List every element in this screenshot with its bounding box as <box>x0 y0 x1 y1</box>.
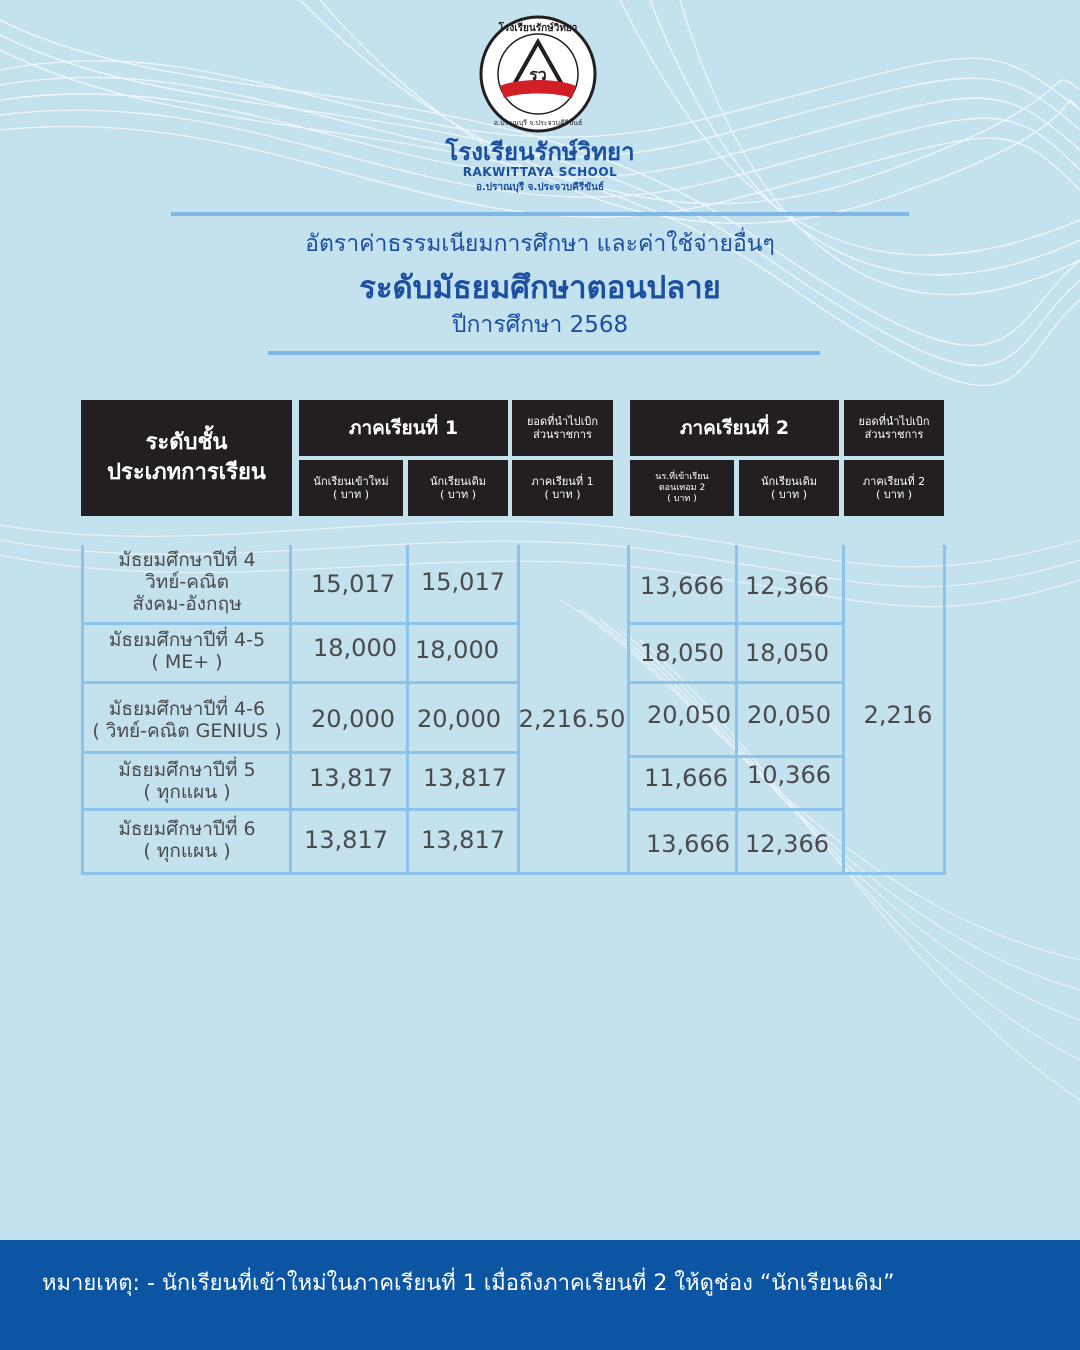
cell-m46-t1-new: 20,000 <box>311 705 395 733</box>
divider-bottom <box>268 351 820 355</box>
grid-hline <box>81 751 518 754</box>
cell-m45-t2-new: 18,050 <box>640 639 724 667</box>
school-address: อ.ปราณบุรี จ.ประจวบคีรีขันธ์ <box>475 182 605 193</box>
grid-hline <box>81 872 946 875</box>
cell-m5-t2-new: 11,666 <box>644 764 728 792</box>
cell-reimburse-term2: 2,216 <box>863 701 933 729</box>
row-label-line: มัธยมศึกษาปีที่ 4-6 <box>108 698 266 720</box>
title-year: ปีการศึกษา 2568 <box>451 312 629 338</box>
header-term2: ภาคเรียนที่ 2 <box>630 400 839 456</box>
row-label-line: ( ME+ ) <box>151 651 223 673</box>
row-label-m5 <box>84 759 290 803</box>
grid-hline <box>627 622 843 625</box>
cell-m6-t2-old: 12,366 <box>745 830 829 858</box>
header-reimburse-1-line1: ยอดที่นำไปเบิก <box>526 415 599 428</box>
header-r2-line1: ภาคเรียนที่ 2 <box>862 475 926 488</box>
row-label-m6 <box>84 818 290 862</box>
header-level-line2: ประเภทการเรียน <box>107 460 266 485</box>
row-label-line: มัธยมศึกษาปีที่ 5 <box>118 759 256 781</box>
header-reimburse-2-line1: ยอดที่นำไปเบิก <box>858 415 930 428</box>
cell-m5-t1-old: 13,817 <box>423 764 507 792</box>
header-reimburse-1 <box>512 400 613 456</box>
header-t1-existing-students <box>408 460 508 516</box>
grid-hline <box>81 622 518 625</box>
cell-m45-t2-old: 18,050 <box>745 639 829 667</box>
row-label-line: วิทย์-คณิต <box>145 571 229 593</box>
header-t2-new-line3: ( บาท ) <box>667 493 697 504</box>
cell-m46-t2-old: 20,050 <box>747 701 831 729</box>
cell-reimburse-term1: 2,216.50 <box>518 705 626 733</box>
header-t1-new-students <box>299 460 403 516</box>
grid-hline <box>81 681 518 684</box>
row-label-line: สังคม-อังกฤษ <box>132 593 242 615</box>
row-label-line: มัธยมศึกษาปีที่ 4 <box>118 549 256 571</box>
row-label-line: มัธยมศึกษาปีที่ 6 <box>118 818 256 840</box>
cell-m6-t1-old: 13,817 <box>421 826 505 854</box>
footer-note: หมายเหตุ: - นักเรียนที่เข้าใหม่ในภาคเรียนที่ 1 เมื่อถึงภาคเรียนที่ 2 ให้ดูช่อง “นักเรียนเดิม” <box>42 1271 895 1296</box>
cell-m4-t1-new: 15,017 <box>311 570 395 598</box>
grid-hline <box>627 755 843 758</box>
row-label-line: ( ทุกแผน ) <box>143 840 231 862</box>
header-r2-line2: ( บาท ) <box>876 488 912 501</box>
header-reimburse-2-line2: ส่วนราชการ <box>864 428 924 441</box>
header-reimburse-2 <box>844 400 944 456</box>
row-label-line: ( วิทย์-คณิต GENIUS ) <box>92 720 282 742</box>
seal-monogram: รว <box>529 65 547 84</box>
header-t2-old-line2: ( บาท ) <box>771 488 807 501</box>
cell-m4-t2-new: 13,666 <box>640 572 724 600</box>
row-label-line: ( ทุกแผน ) <box>143 781 231 803</box>
cell-m46-t2-new: 20,050 <box>647 701 731 729</box>
school-seal-logo <box>478 14 598 134</box>
grid-hline <box>81 808 518 811</box>
row-label-line: มัธยมศึกษาปีที่ 4-5 <box>108 629 266 651</box>
row-label-m4-5 <box>84 629 290 673</box>
header-t1-new-line2: ( บาท ) <box>333 488 369 501</box>
cell-m4-t2-old: 12,366 <box>745 572 829 600</box>
divider-top <box>171 212 909 216</box>
header-t1-new-line1: นักเรียนเข้าใหม่ <box>313 475 389 488</box>
cell-m45-t1-old: 18,000 <box>415 636 499 664</box>
cell-m46-t1-old: 20,000 <box>417 705 501 733</box>
cell-m4-t1-old: 15,017 <box>421 568 505 596</box>
header-r1-line2: ( บาท ) <box>544 488 581 501</box>
header-level-line1: ระดับชั้น <box>145 430 228 455</box>
seal-text-top: โรงเรียนรักษ์วิทยา <box>498 23 578 34</box>
cell-m5-t2-old: 10,366 <box>747 761 831 789</box>
header-t1-old-line2: ( บาท ) <box>440 488 476 501</box>
header-reimburse-term2 <box>844 460 944 516</box>
cell-m6-t1-new: 13,817 <box>304 826 388 854</box>
header-t1-old-line1: นักเรียนเดิม <box>430 475 486 488</box>
cell-m5-t1-new: 13,817 <box>309 764 393 792</box>
header-reimburse-term1 <box>512 460 613 516</box>
row-label-m4-6 <box>84 698 290 742</box>
title-level: ระดับมัธยมศึกษาตอนปลาย <box>359 270 721 306</box>
header-term1: ภาคเรียนที่ 1 <box>299 400 508 456</box>
grid-hline <box>627 681 843 684</box>
header-reimburse-1-line2: ส่วนราชการ <box>533 428 592 441</box>
seal-text-bottom: อ.ปราณบุรี จ.ประจวบคีรีขันธ์ <box>493 119 583 127</box>
grid-hline <box>627 808 843 811</box>
cell-m45-t1-new: 18,000 <box>313 634 397 662</box>
header-level-type <box>81 400 292 516</box>
header-t2-new-line1: นร.ที่เข้าเรียน <box>655 471 709 482</box>
header-r1-line1: ภาคเรียนที่ 1 <box>531 475 594 488</box>
school-name-thai: โรงเรียนรักษ์วิทยา <box>445 138 635 166</box>
header-t2-new-line2: ตอนเทอม 2 <box>658 482 706 493</box>
header-t2-existing-students <box>739 460 839 516</box>
header-t2-new-students <box>630 460 734 516</box>
school-name-english: RAKWITTAYA SCHOOL <box>462 165 618 179</box>
header-t2-old-line1: นักเรียนเดิม <box>761 475 817 488</box>
title-fee-rates: อัตราค่าธรรมเนียมการศึกษา และค่าใช้จ่ายอื่นๆ <box>305 231 775 257</box>
row-label-m4 <box>84 549 290 615</box>
cell-m6-t2-new: 13,666 <box>646 830 730 858</box>
